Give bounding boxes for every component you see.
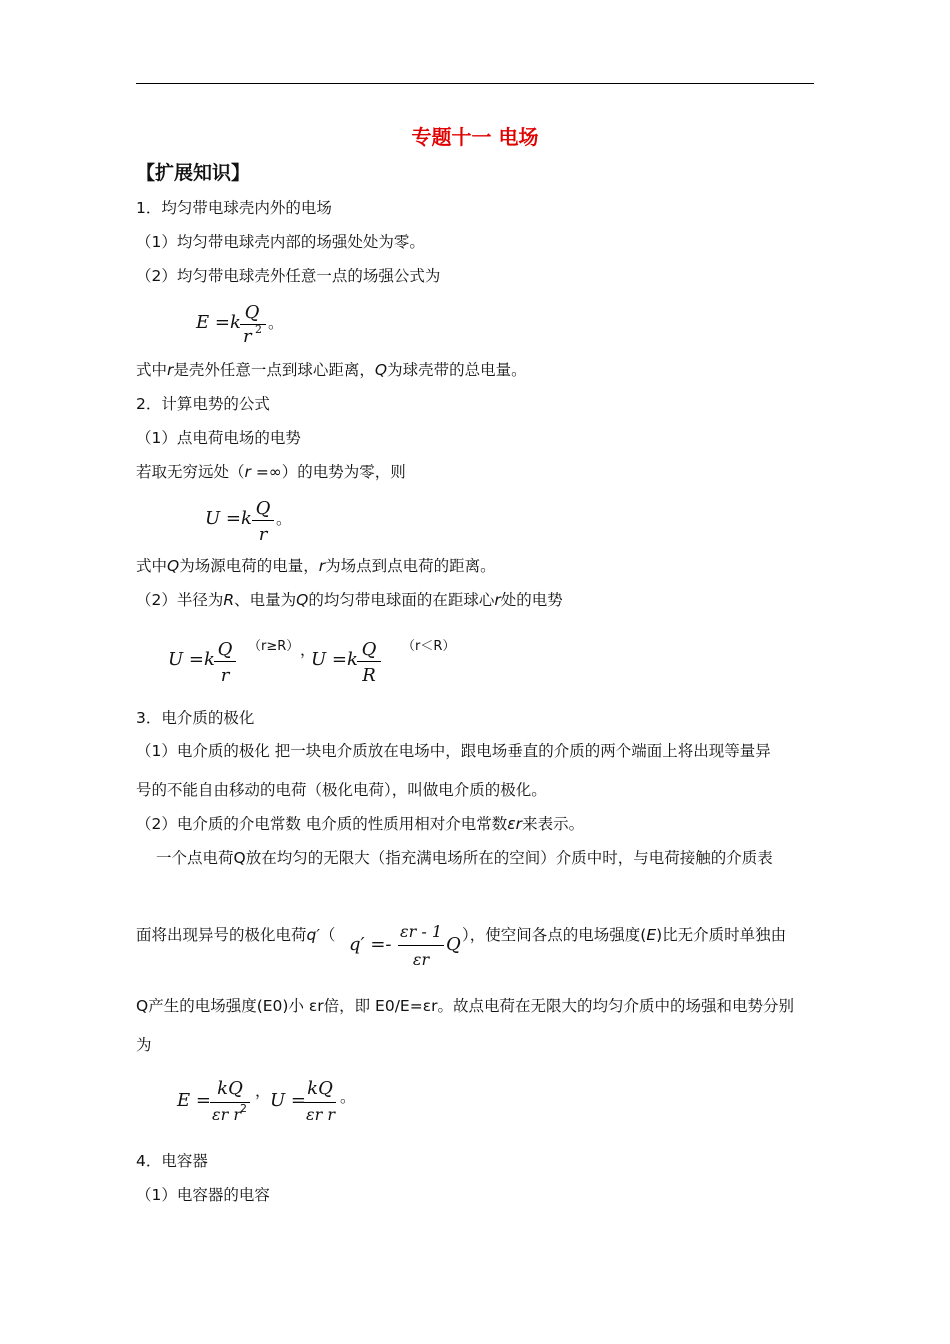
text: 面将出现异号的极化电荷	[136, 926, 307, 944]
formula-numerator: Q	[361, 639, 377, 660]
text: 式中	[136, 557, 168, 575]
fraction-bar	[214, 661, 236, 662]
s2-p3	[136, 593, 563, 609]
formula-e-lhs: E =	[177, 1090, 211, 1111]
var-r: r	[318, 557, 326, 575]
formula-u-numerator: kQ	[307, 1078, 333, 1099]
s1-p2: （2）均匀带电球壳外任意一点的场强公式为	[136, 267, 441, 285]
formula-numerator: Q	[217, 639, 233, 660]
formula-e-superscript: 2	[240, 1102, 247, 1115]
formula-lhs-inside: U =k	[311, 649, 358, 670]
s2-heading: 2．计算电势的公式	[136, 395, 270, 413]
var-r: r	[494, 591, 501, 609]
formula-lhs: q′ =-	[349, 934, 392, 955]
formula-e-numerator: kQ	[217, 1078, 243, 1099]
formula-numerator: Q	[244, 302, 260, 323]
var-R: R	[223, 591, 235, 609]
formula-end: 。	[340, 1088, 356, 1106]
s2-note	[136, 559, 496, 575]
formula-end: 。	[276, 510, 292, 528]
text: （2）电介质的介电常数 电介质的性质用相对介电常数	[136, 815, 508, 833]
condition-inside: （r＜R）	[402, 639, 456, 654]
s3-p4	[136, 928, 335, 944]
text: 为场源电荷的电量，	[179, 557, 319, 575]
s3-p5: Q产生的电场强度(E0)小 εr倍，即 E0/E=εr。故点电荷在无限大的均匀介质中的场强和电势分别	[136, 997, 794, 1015]
text: =∞）的电势为零，则	[250, 463, 406, 481]
text: （	[319, 926, 336, 944]
s3-p1a: （1）电介质的极化 把一块电介质放在电场中，跟电场垂直的介质的两个端面上将出现等量异	[136, 742, 771, 760]
s4-p1: （1）电容器的电容	[136, 1186, 270, 1204]
formula-u-lhs: U =	[270, 1090, 306, 1111]
formula-denominator: r	[220, 665, 230, 686]
var-q: Q	[374, 361, 388, 379]
var-r: r	[167, 361, 174, 379]
text: )比无介质时单独由	[656, 926, 787, 944]
var-q: Q	[167, 557, 180, 575]
fraction-bar	[357, 661, 381, 662]
text: 式中	[136, 361, 168, 379]
var-epsilon-r: εr	[507, 815, 523, 833]
text: 处的电势	[500, 591, 563, 609]
s3-p4-cont	[462, 928, 786, 944]
s1-heading: 1．均匀带电球壳内外的电场	[136, 199, 332, 217]
fraction-bar	[398, 945, 444, 946]
formula-e-denominator: εr r	[212, 1105, 241, 1124]
formula-denominator: r	[258, 524, 268, 545]
fraction-bar	[240, 324, 266, 325]
formula-lhs: U =k	[205, 508, 252, 529]
separator: ，	[255, 1082, 271, 1100]
formula-end: 。	[268, 314, 284, 332]
separator: ，	[300, 641, 316, 659]
text: （2）半径为	[136, 591, 224, 609]
text: 为场点到点电荷的距离。	[325, 557, 496, 575]
var-q-prime: q′	[306, 926, 320, 944]
s1-note	[136, 363, 527, 379]
header-rule	[136, 83, 814, 84]
text: 为球壳带的总电量。	[387, 361, 527, 379]
formula-superscript: 2	[255, 323, 262, 336]
formula-numerator: Q	[255, 498, 271, 519]
s3-p3: 一个点电荷Q放在均匀的无限大（指充满电场所在的空间）介质中时，与电荷接触的介质表	[156, 849, 773, 867]
s1-p1: （1）均匀带电球壳内部的场强处处为零。	[136, 233, 425, 251]
formula-denominator: r	[243, 326, 252, 347]
text: 的均匀带电球面的在距球心	[308, 591, 495, 609]
formula-denominator: R	[362, 665, 376, 686]
s2-p2	[136, 465, 406, 481]
text: 是壳外任意一点到球心距离，	[173, 361, 375, 379]
var-q: Q	[296, 591, 309, 609]
section-heading: 【扩展知识】	[136, 162, 251, 184]
text: 若取无穷远处（	[136, 463, 245, 481]
formula-numerator: εr - 1	[400, 922, 442, 941]
s3-p6: 为	[136, 1036, 152, 1054]
formula-charge: Q	[446, 934, 461, 955]
formula-lhs: E =k	[196, 312, 241, 333]
fraction-bar	[252, 520, 274, 521]
text: ），使空间各点的电场强度(	[462, 926, 647, 944]
condition-outside: （r≥R）	[248, 639, 300, 654]
fraction-bar	[304, 1102, 336, 1103]
text: 来表示。	[522, 815, 585, 833]
s2-p1: （1）点电荷电场的电势	[136, 429, 301, 447]
formula-denominator: εr	[412, 950, 430, 969]
s3-p2	[136, 817, 584, 833]
formula-lhs-outside: U =k	[168, 649, 215, 670]
text: 、电量为	[234, 591, 297, 609]
page-title: 专题十一 电场	[411, 125, 539, 149]
var-e: E	[646, 926, 657, 944]
var-r: r	[244, 463, 251, 481]
s3-p1b: 号的不能自由移动的电荷（极化电荷），叫做电介质的极化。	[136, 781, 547, 799]
formula-u-denominator: εr r	[306, 1105, 335, 1124]
s3-heading: 3．电介质的极化	[136, 709, 255, 727]
s4-heading: 4．电容器	[136, 1152, 208, 1170]
